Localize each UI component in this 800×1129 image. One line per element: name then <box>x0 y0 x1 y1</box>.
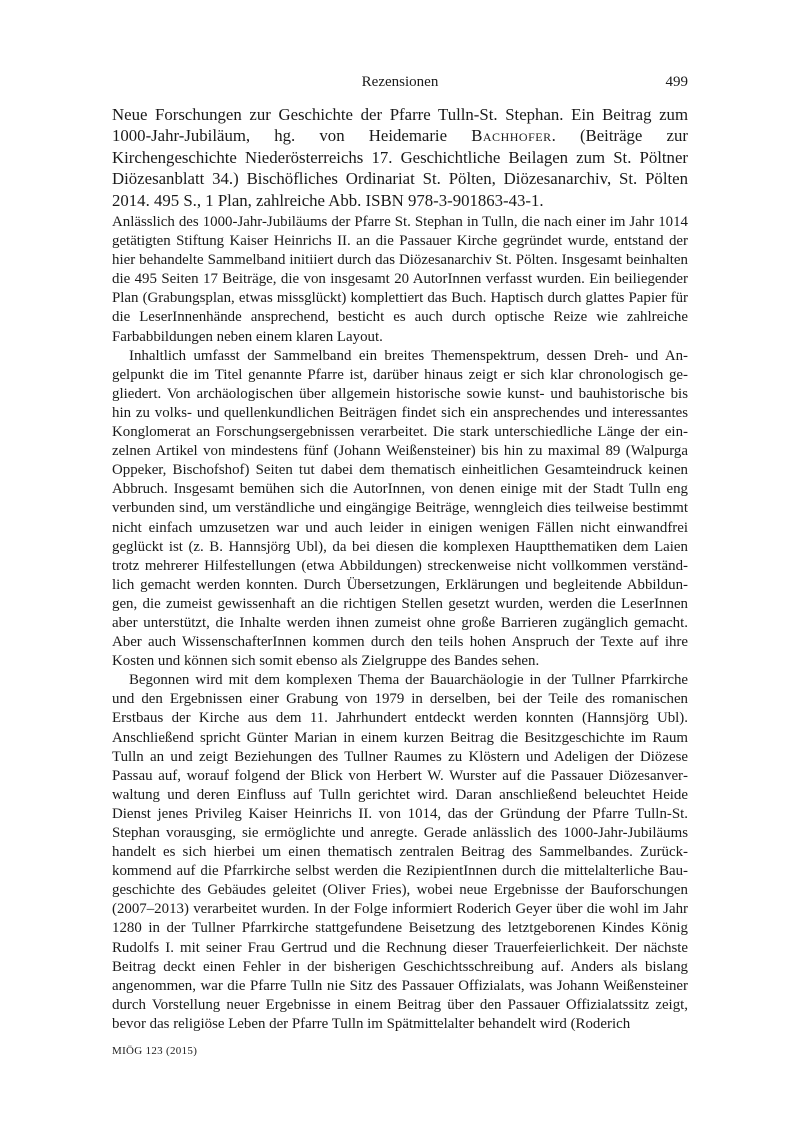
citation-text-part1: Neue Forschungen zur Geschichte der Pfarre Tulln-St. Stephan. Ein Beitrag zum 1000-Jahr-Jubiläum, hg. von Heidemarie <box>112 105 688 146</box>
journal-footer: MIÖG 123 (2015) <box>112 1045 198 1057</box>
editor-surname: Bachhofer <box>471 126 552 146</box>
review-body <box>112 213 688 1034</box>
paragraph-2: Inhaltlich umfasst der Sammelband ein breites Themenspektrum, dessen Dreh- und Angelpunkt die im Titel genannte Pfarre ist, darüber hinaus zeigt er sich klar chronologisch gegliedert. Von archäologischen über allgemein historische sowie kunst- und bauhistorische bis hin zu volks- und quellenkundlichen Beiträgen findet sich ein ansprechendes und interessantes Konglomerat an Forschungsergebnissen verarbeitet. Die stark unterschiedliche Länge der einzelnen Artikel von mindestens fünf (Johann Weißensteiner) bis hin zu maximal 89 (Walpurga Oppeker, Bischofshof) Seiten tut dabei dem thematisch einheitlichen Gesamteindruck keinen Abbruch. Insgesamt bemühen sich die AutorInnen, von denen einige mit der Stadt Tulln eng verbunden sind, um verständliche und eingängige Beiträge, wenngleich dies teilweise bestimmt nicht einfach umzusetzen war und auch leider in einigen wenigen Fällen nicht einwandfrei geglückt ist (z. B. Hannsjörg Ubl), da bei diesen die komplexen Hauptthematiken dem Laien trotz mehrerer Hilfestellungen (etwa Abbildungen) streckenweise nicht vollkommen verständlich gemacht werden konnten. Durch Übersetzungen, Erklärungen und begleitende Abbildungen, die zumeist gewissenhaft an die richtigen Stellen gesetzt wurden, werden die LeserInnen aber unterstützt, die Inhalte werden ihnen zumeist ohne große Barrieren zugänglich gemacht. Aber auch WissenschafterInnen kommen durch den teils hohen Anspruch der Texte auf ihre Kosten und können sich somit ebenso als Zielgruppe des Bandes sehen. <box>112 347 688 670</box>
citation-text-part2: . (Beiträge zur Kirchengeschichte Niederösterreichs 17. Geschichtliche Beilagen zum St. Pöltner Diözesanblatt 34.) Bischöfliches Ordinariat St. Pölten, Diözesanarchiv, St. Pölten 2014. 495 S., 1 Plan, zahlreiche Abb. ISBN 978-3-901863-43-1. <box>112 126 688 210</box>
paragraph-1: Anlässlich des 1000-Jahr-Jubiläums der Pfarre St. Stephan in Tulln, die nach einer im Jahr 1014 getätigten Stiftung Kaiser Heinrichs II. an die Passauer Kirche gegründet wurde, entstand der hier behandelte Sammelband initiiert durch das Diözesanarchiv St. Pölten. Insgesamt beinhalten die 495 Seiten 17 Beiträge, die von insgesamt 20 AutorInnen verfasst wurden. Ein beiliegender Plan (Grabungsplan, etwas missglückt) komplettiert das Buch. Haptisch durch glattes Papier für die LeserInnenhände ansprechend, besticht es auch durch optische Reize wie zahlreiche Farbabbildungen neben einem klaren Layout. <box>112 214 688 345</box>
page-number: 499 <box>665 74 688 90</box>
paragraph-3: Begonnen wird mit dem komplexen Thema der Bauarchäologie in der Tullner Pfarrkirche und den Ergebnissen einer Grabung von 1979 in derselben, bei der Teile des romanischen Erstbaus der Kirche aus dem 11. Jahrhundert entdeckt werden konnten (Hannsjörg Ubl). Anschließend spricht Günter Marian in einem kurzen Beitrag die Besitzgeschichte im Raum Tulln an und zeigt Beziehungen des Tullner Raumes zu Klöstern und Adeligen der Diözese Passau auf, worauf folgend der Blick von Herbert W. Wurster auf die Passauer Diözesanverwaltung und deren Einfluss auf Tulln gerichtet wird. Daran anschließend beleuchtet Heide Dienst jenes Privileg Kaiser Heinrichs II. von 1014, das der Gründung der Pfarre Tulln-St. Stephan vorausging, sie ermöglichte und anregte. Gerade anlässlich des 1000-Jahr-Jubiläums handelt es sich hierbei um einen thematisch zentralen Beitrag des Sammelbandes. Zurückkommend auf die Pfarrkirche selbst werden die RezipientInnen durch die mittelalterliche Baugeschichte des Gebäudes geleitet (Oliver Fries), wobei neue Ergebnisse der Bauforschungen (2007–2013) verarbeitet wurden. In der Folge informiert Roderich Geyer über die wohl im Jahr 1280 in der Tullner Pfarrkirche stattgefundene Beisetzung des letztgeborenen Kindes König Rudolfs I. mit seiner Frau Gertrud und die Rechnung dieser Trauerfeierlichkeit. Der nächste Beitrag deckt einen Fehler in der bisherigen Geschichtsschreibung auf. Anders als bislang angenommen, war die Pfarre Tulln nie Sitz des Passauer Offizialats, was Johann Weißensteiner durch Vorstellung neuer Ergebnisse in einem Beitrag über den Passauer Offizialatssitz zeigt, bevor das religiöse Leben der Pfarre Tulln im Spätmittelalter behandelt wird (Roderich <box>112 672 688 1032</box>
page-header <box>112 74 688 94</box>
running-head: Rezensionen <box>361 74 439 90</box>
book-citation <box>112 104 688 211</box>
